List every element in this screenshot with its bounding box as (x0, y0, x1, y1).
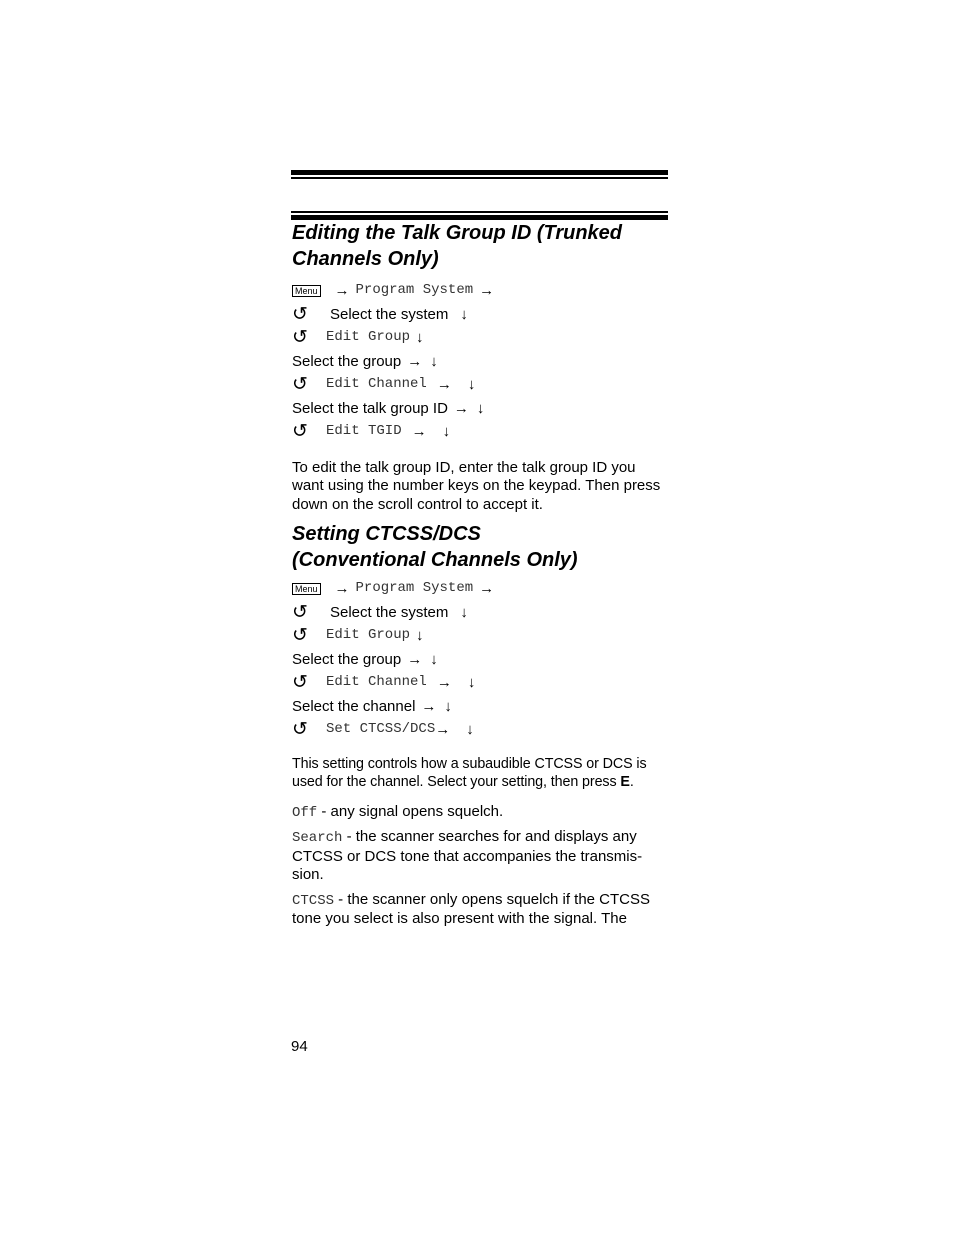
step-label: Select the channel (292, 697, 416, 715)
down-arrow-icon: ↓ (467, 376, 476, 393)
menu-key-icon: Menu (292, 285, 321, 297)
down-arrow-icon: ↓ (416, 329, 424, 346)
option-description: - any signal opens squelch. (317, 802, 504, 820)
section-rule (291, 211, 668, 220)
step-select-channel (292, 695, 669, 719)
section-title (292, 220, 669, 272)
step-select-system (292, 303, 669, 327)
step-edit-group (292, 326, 669, 350)
right-arrow-icon: → (334, 282, 350, 299)
key-e: E (620, 774, 630, 790)
option-code: CTCSS (292, 892, 335, 909)
option-description: - the scanner searches for and displays any CTCSS or DCS tone that accompanies the transmis-sion. (292, 828, 643, 883)
step-label: Program System (355, 580, 474, 596)
step-label: Program System (355, 282, 474, 298)
step-label: Edit Group (326, 329, 411, 345)
rotate-icon: ↺ (292, 303, 308, 325)
step-label: Select the group (292, 352, 402, 370)
step-list (292, 577, 669, 742)
title-line-2: (Conventional Channels Only) (292, 549, 578, 571)
step-label: Edit TGID (326, 423, 402, 439)
option-off (292, 803, 669, 823)
step-label: Select the group (292, 650, 402, 668)
step-label: Edit Channel (326, 674, 427, 690)
section-title (292, 521, 669, 573)
rotate-icon: ↺ (292, 672, 308, 693)
down-arrow-icon: ↓ (444, 697, 452, 715)
rotate-icon: ↺ (292, 719, 308, 740)
body-text: This setting controls how a subaudible CTCSS or DCS is used for the channel. Select your setting, then press (292, 755, 647, 790)
right-arrow-icon: → (334, 580, 350, 597)
step-menu (292, 577, 669, 601)
right-arrow-icon: → (453, 399, 469, 417)
option-code: Search (292, 830, 343, 846)
down-arrow-icon: ↓ (467, 674, 476, 691)
down-arrow-icon: ↓ (442, 423, 451, 440)
down-arrow-icon: ↓ (416, 627, 424, 644)
step-label: Select the system (330, 603, 449, 621)
right-arrow-icon: → (421, 697, 437, 715)
top-rule (291, 170, 668, 179)
title-line-1: Setting CTCSS/DCS (292, 523, 481, 545)
down-arrow-icon: ↓ (430, 352, 438, 370)
rotate-icon: ↺ (292, 327, 308, 348)
step-label: Select the system (330, 305, 449, 323)
section-talk-group (292, 220, 669, 514)
step-edit-group (292, 624, 669, 648)
option-search (292, 828, 662, 885)
step-select-system (292, 601, 669, 625)
title-line-1: Editing the Talk Group ID (Trunked (292, 222, 623, 244)
right-arrow-icon: → (411, 423, 427, 440)
right-arrow-icon: → (407, 352, 423, 370)
page-number: 94 (291, 1038, 308, 1055)
rotate-icon: ↺ (292, 374, 308, 395)
right-arrow-icon: → (479, 282, 495, 299)
step-edit-channel (292, 671, 669, 695)
right-arrow-icon: → (436, 674, 452, 691)
title-line-2: Channels Only) (292, 248, 439, 270)
down-arrow-icon: ↓ (460, 603, 468, 621)
option-code: Off (292, 804, 318, 821)
step-set-ctcss (292, 718, 669, 742)
rotate-icon: ↺ (292, 421, 308, 442)
right-arrow-icon: → (435, 721, 451, 738)
option-description: - the scanner only opens squelch if the CTCSS tone you select is also present with the signal. The (292, 890, 651, 927)
step-label: Set CTCSS/DCS (326, 721, 436, 737)
step-edit-tgid (292, 420, 669, 444)
rotate-icon: ↺ (292, 601, 308, 623)
step-select-talk-group (292, 397, 669, 421)
section-ctcss (292, 521, 669, 929)
rotate-icon: ↺ (292, 625, 308, 646)
body-text-end: . (629, 774, 634, 790)
step-label: Edit Group (326, 627, 411, 643)
right-arrow-icon: → (436, 376, 452, 393)
section-body (292, 755, 669, 792)
down-arrow-icon: ↓ (476, 399, 485, 417)
option-ctcss (292, 891, 664, 929)
step-menu (292, 279, 669, 303)
menu-key-icon: Menu (292, 583, 321, 595)
down-arrow-icon: ↓ (460, 305, 468, 323)
right-arrow-icon: → (479, 580, 495, 597)
right-arrow-icon: → (407, 650, 423, 668)
step-list (292, 279, 669, 444)
section-body: To edit the talk group ID, enter the talk group ID you want using the number keys on the keypad. Then press down on the scroll control to accept it. (292, 458, 661, 513)
step-edit-channel (292, 373, 669, 397)
down-arrow-icon: ↓ (466, 721, 474, 738)
step-select-group (292, 648, 669, 672)
step-select-group (292, 350, 669, 374)
down-arrow-icon: ↓ (430, 650, 438, 668)
step-label: Edit Channel (326, 376, 427, 392)
step-label: Select the talk group ID (292, 399, 448, 417)
